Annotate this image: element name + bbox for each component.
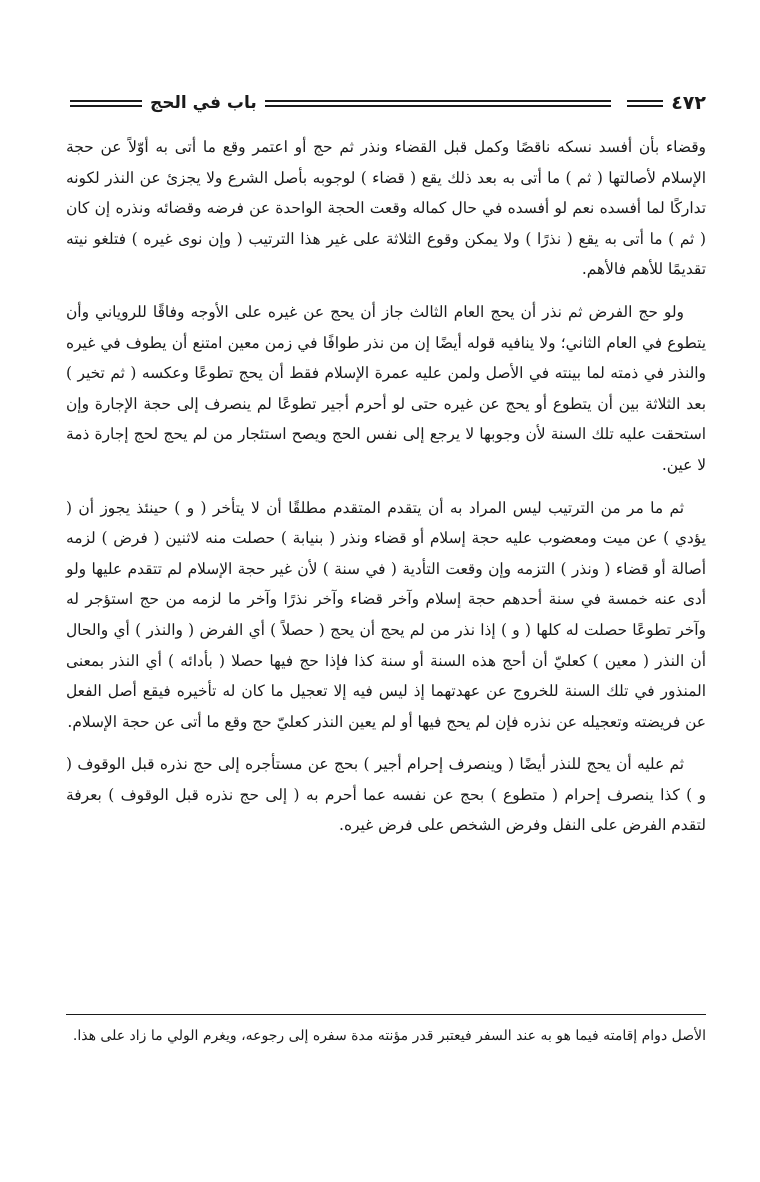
running-header	[70, 86, 706, 120]
footnote: الأصل دوام إقامته فيما هو به عند السفر فيعتبر قدر مؤنته مدة سفره إلى رجوعه، ويغرم الولي ما زاد على هذا.	[72, 1028, 706, 1044]
header-rule-end	[70, 100, 142, 107]
header-rule-long	[265, 100, 611, 107]
chapter-title: باب في الحج	[150, 93, 257, 113]
paragraph: وقضاء بأن أفسد نسكه ناقصًا وكمل قبل القضاء ونذر ثم حج أو اعتمر وقع ما أتى به أوّلاً عن حجة الإسلام لأصالتها ( ثم ) ما أتى به بعد ذلك يقع ( قضاء ) لوجوبه بأصل الشرع ولا يجزئ عن النذر لكونه تداركًا لما أفسده نعم لو أفسده في حال كماله وقعت الحجة الواحدة عن فرضه وقضائه ونذره إن كان ( ثم ) ما أتى به يقع ( نذرًا ) ولا يمكن وقوع الثلاثة على غير هذا الترتيب ( وإن نوى غيره ) فتلغو نيته تقديمًا للأهم فالأهم.	[66, 138, 707, 279]
paragraph: ثم ما مر من الترتيب ليس المراد به أن يتقدم المتقدم مطلقًا أن لا يتأخر ( و ) حينئذ يجوز أن ( يؤدي ) عن ميت ومعضوب عليه حجة إسلام أو قضاء ونذر ( بنيابة ) حصلت منه لاثنين ( فرض ) لزمه أصالة أو قضاء ( ونذر ) التزمه وإن وقعت التأدية ( في سنة ) لأن غير حجة الإسلام لم تتقدم عليها ولو أدى عنه خمسة في سنة أحدهم حجة إسلام وآخر قضاء وآخر نذرًا وآخر ما لزمه من حج استؤجر له وآخر تطوعًا حصلت له كلها ( و ) إذا نذر من لم يحج أن يحج ( حصلاً ) أي الفرض ( والنذر ) أي والحال أن النذر ( معين ) كعليّ أن أحج هذه السنة أو سنة كذا فإذا حج فيها حصلا ( بأدائه ) أي النذر بمعنى المنذور في تلك السنة للخروج عن عهدتهما إذ ليس فيه إلا تعجيل ما كان له تأخيره فيقع أصل الفعل عن فريضته وتعجيله عن نذره فإن لم يحج فيها أو لم يعين النذر كعليّ حج وقع ما أتى عن حجة الإسلام.	[66, 498, 706, 731]
footnote-divider	[66, 1014, 706, 1015]
paragraph: ثم عليه أن يحج للنذر أيضًا ( وينصرف إحرام أجير ) بحج عن مستأجره إلى حج نذره قبل الوقوف ( و ) كذا ينصرف إحرام ( متطوع ) بحج عن نفسه عما أحرم به ( إلى حج نذره قبل الوقوف ) بعرفة لتقدم الفرض على النفل وفرض الشخص على فرض غيره.	[66, 755, 706, 835]
page-number: ٤٧٢	[671, 92, 706, 114]
main-text	[66, 132, 706, 853]
header-rule-short	[627, 100, 663, 107]
paragraph: ولو حج الفرض ثم نذر أن يحج العام الثالث جاز أن يحج عن غيره على الأوجه وفاقًا للروياني وأن يتطوع في العام الثاني؛ ولا ينافيه قوله أيضًا إن من نذر طوافًا في زمن معين امتنع أن يطوف في غيره والنذر في ذمته لما بينته في الأصل ولمن عليه عمرة الإسلام فقط أن يحج تطوعًا وعكسه ( ثم تخير ) بعد الثلاثة بين أن يتطوع أو يحج عن غيره حتى لو أحرم أجير تطوعًا لم ينصرف إلى حجة الإجارة وإن استحقت عليه تلك السنة لأن وجوبها لا يرجع إلى نفس الحج ويصح استئجار من لم يحج لحج إجارة ذمة لا عين.	[66, 302, 706, 474]
